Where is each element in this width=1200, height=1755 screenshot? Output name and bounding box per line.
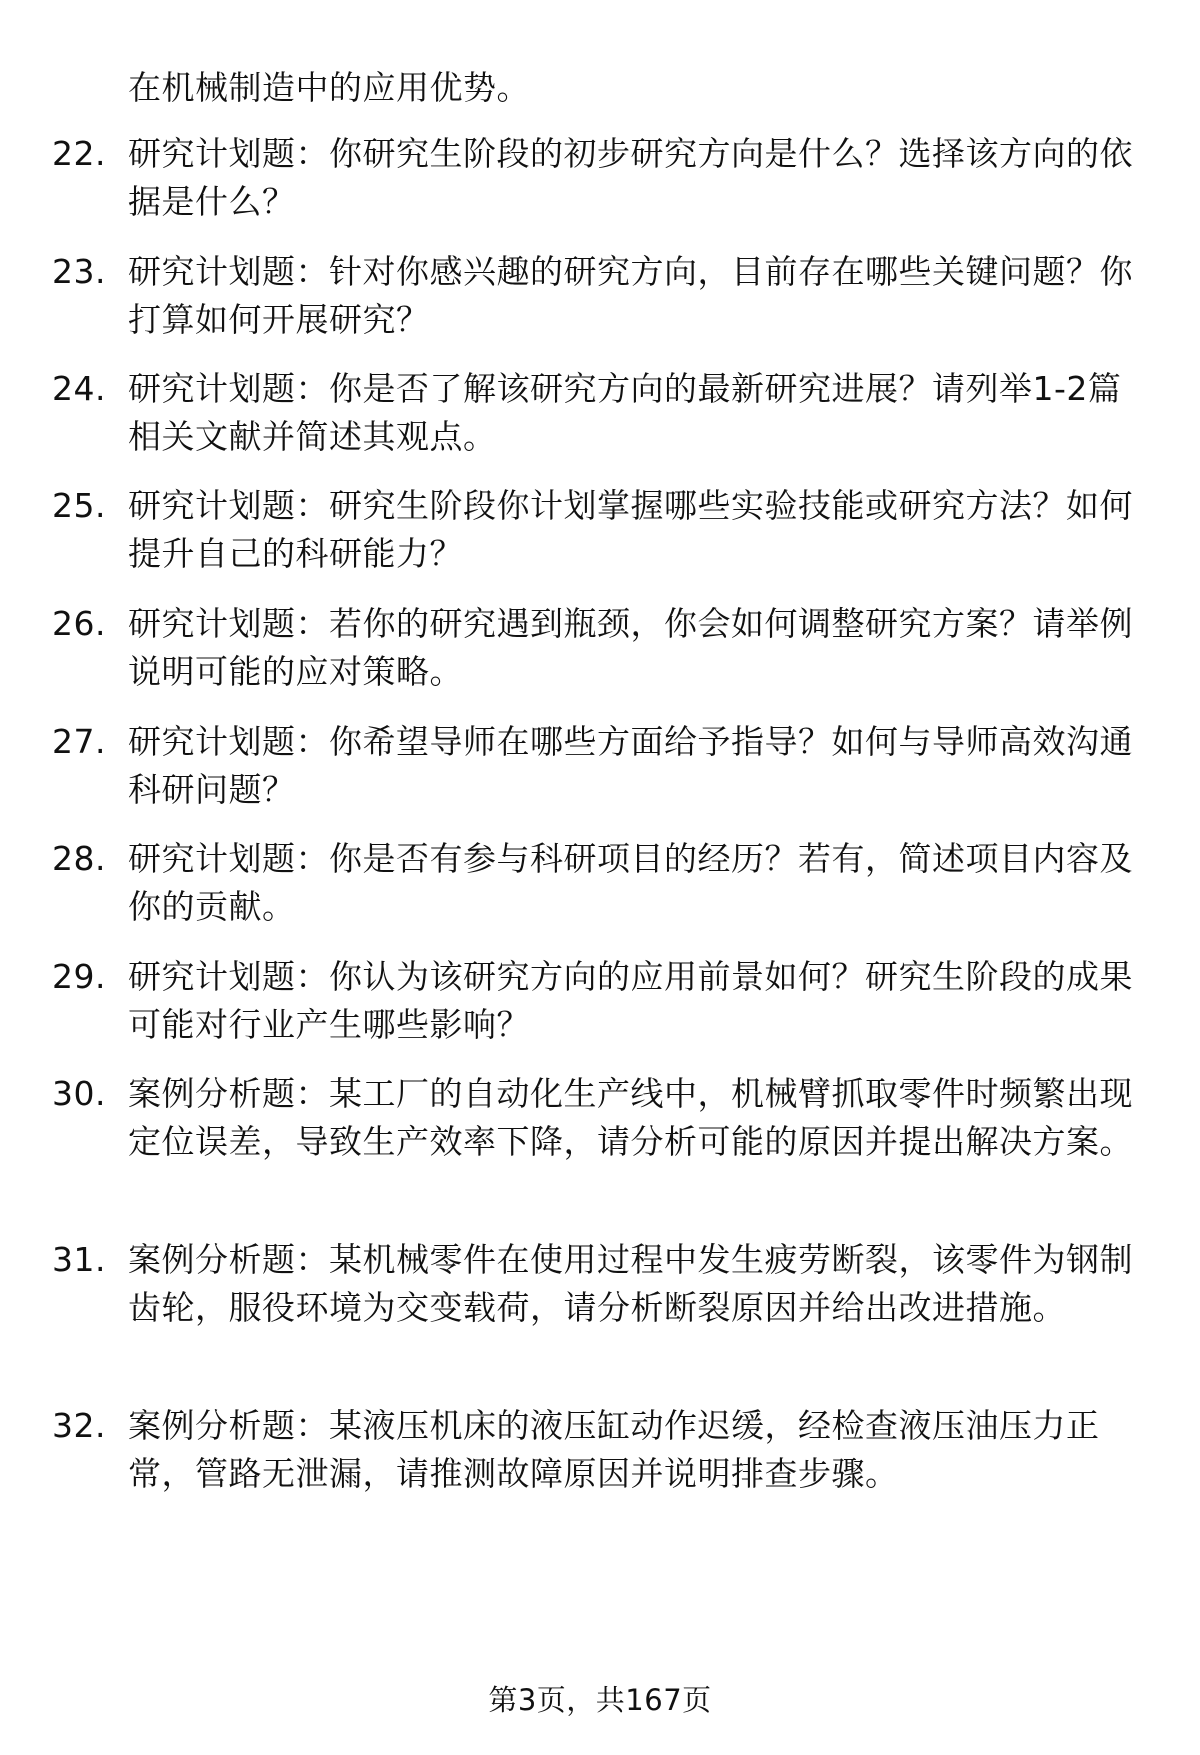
question-number: 29. [52,957,106,996]
question-number: 31. [52,1240,106,1279]
question-text: 研究计划题：针对你感兴趣的研究方向，目前存在哪些关键问题？你打算如何开展研究？ [128,252,1133,339]
question-number: 30. [52,1074,106,1113]
question-number: 26. [52,604,106,643]
question-text: 案例分析题：某液压机床的液压缸动作迟缓，经检查液压油压力正常，管路无泄漏，请推测故障原因并说明排查步骤。 [128,1406,1100,1493]
continuation-paragraph: 在机械制造中的应用优势。 [128,68,530,107]
question-text: 研究计划题：你研究生阶段的初步研究方向是什么？选择该方向的依据是什么？ [128,134,1133,221]
question-text: 案例分析题：某机械零件在使用过程中发生疲劳断裂，该零件为钢制齿轮，服役环境为交变载荷，请分析断裂原因并给出改进措施。 [128,1240,1133,1327]
question-text: 研究计划题：你是否了解该研究方向的最新研究进展？请列举1-2篇相关文献并简述其观点。 [128,369,1122,456]
page-number-footer: 第3页，共167页 [488,1683,712,1717]
question-number: 28. [52,839,106,878]
question-text: 研究计划题：研究生阶段你计划掌握哪些实验技能或研究方法？如何提升自己的科研能力？ [128,486,1133,573]
question-text: 研究计划题：你希望导师在哪些方面给予指导？如何与导师高效沟通科研问题？ [128,722,1133,809]
question-number: 24. [52,369,106,408]
question-text: 研究计划题：若你的研究遇到瓶颈，你会如何调整研究方案？请举例说明可能的应对策略。 [128,604,1133,691]
question-text: 研究计划题：你认为该研究方向的应用前景如何？研究生阶段的成果可能对行业产生哪些影响？ [128,957,1133,1044]
question-number: 27. [52,722,106,761]
question-number: 22. [52,134,106,173]
question-text: 案例分析题：某工厂的自动化生产线中，机械臂抓取零件时频繁出现定位误差，导致生产效率下降，请分析可能的原因并提出解决方案。 [128,1074,1133,1161]
question-number: 32. [52,1406,106,1445]
question-number: 23. [52,252,106,291]
question-text: 研究计划题：你是否有参与科研项目的经历？若有，简述项目内容及你的贡献。 [128,839,1133,926]
question-number: 25. [52,486,106,525]
